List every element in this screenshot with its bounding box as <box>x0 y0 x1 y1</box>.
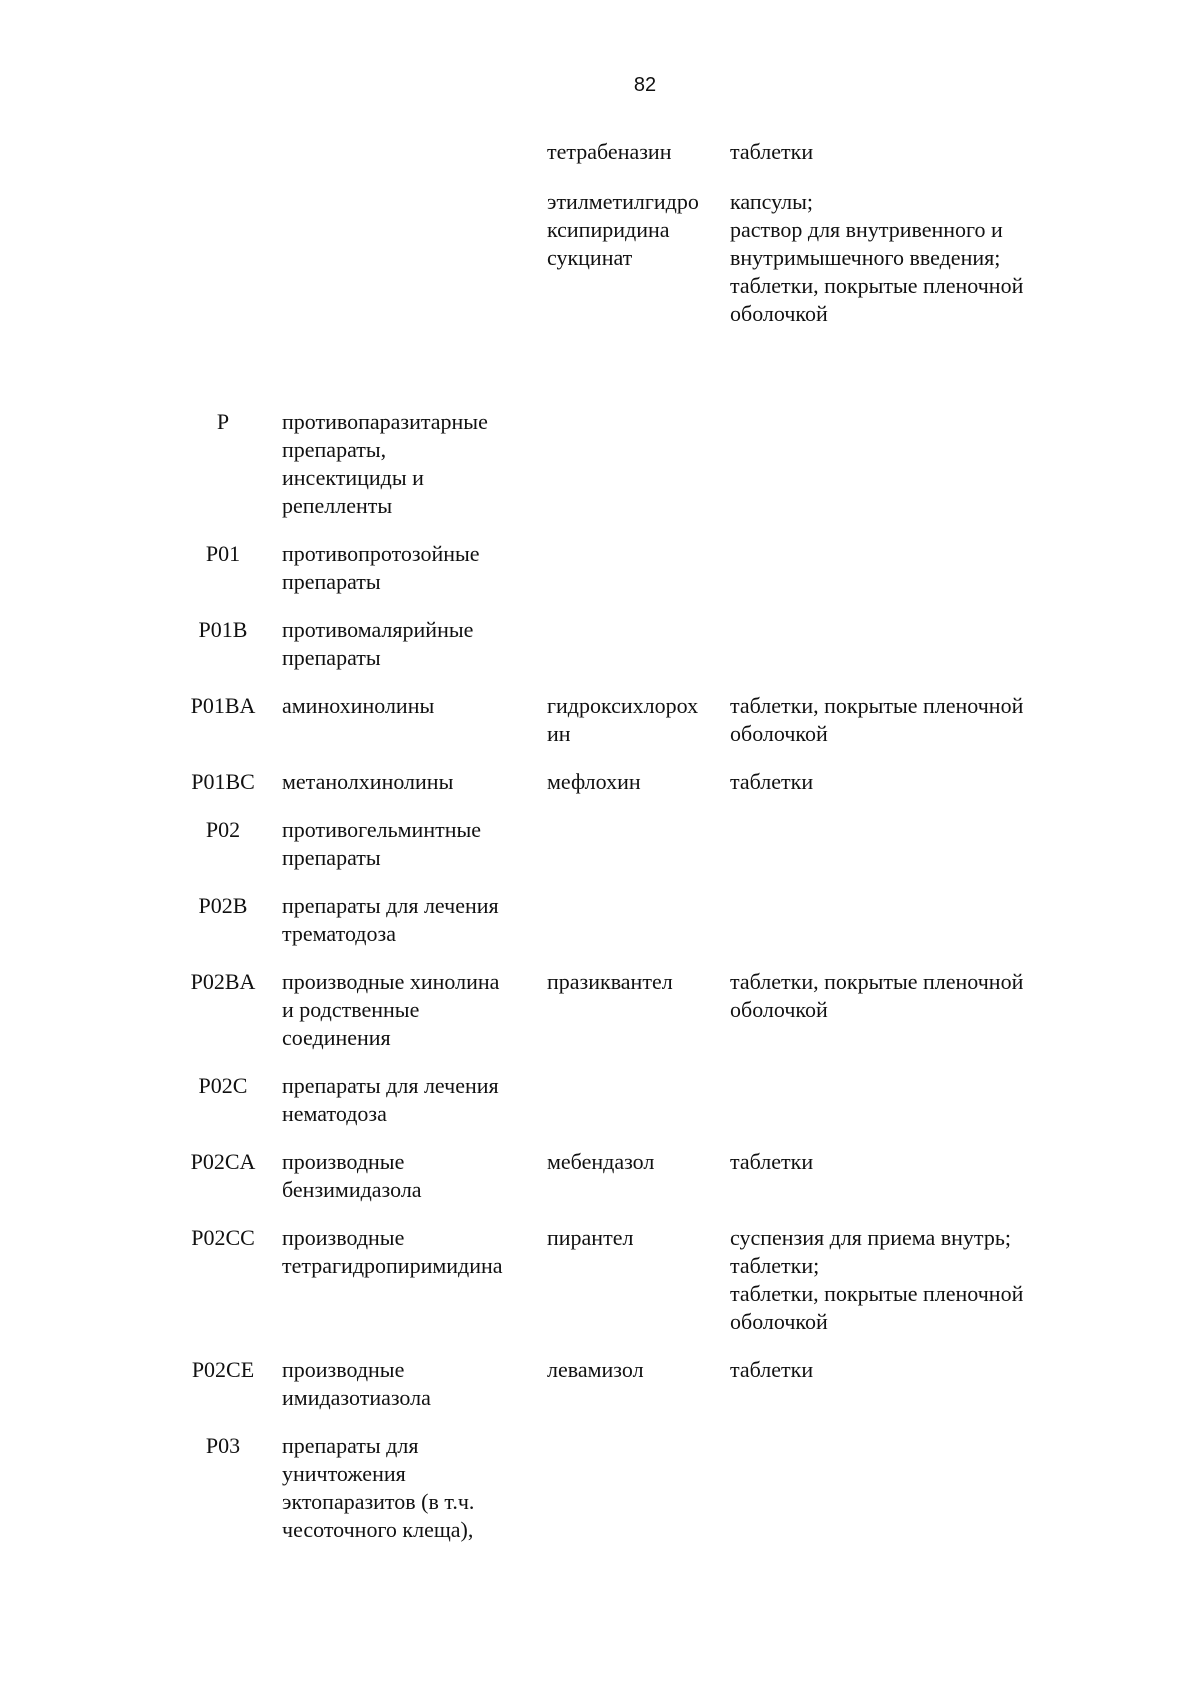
group-name-cell: метанолхинолины <box>282 769 454 794</box>
drug-name-cell: мефлохин <box>547 769 641 794</box>
group-name-cell: противогельминтные препараты <box>282 817 482 870</box>
group-name-cell: аминохинолины <box>282 693 435 718</box>
group-name-cell: препараты для уничтожения эктопаразитов (в т.ч. чесоточного клеща), <box>282 1433 475 1542</box>
dosage-form-cell: таблетки <box>730 1149 814 1174</box>
atc-code-cell: P02 <box>205 817 241 842</box>
dosage-form-cell: таблетки <box>730 769 814 794</box>
table-row <box>0 408 1200 520</box>
atc-code-cell: P01B <box>198 617 248 642</box>
drug-name-cell: празиквантел <box>547 969 673 994</box>
dosage-form-cell: суспензия для приема внутрь; таблетки; таблетки, покрытые пленочной оболочкой <box>730 1225 1024 1334</box>
group-name-cell: противомалярийные препараты <box>282 617 474 670</box>
table-row <box>0 968 1200 1052</box>
group-name-cell: производные имидазотиазола <box>282 1357 431 1410</box>
dosage-form-cell: таблетки <box>730 139 814 164</box>
drug-name-cell: этилметилгидро ксипиридина сукцинат <box>547 189 699 270</box>
atc-code-cell: P02B <box>198 893 248 918</box>
table-row <box>0 540 1200 596</box>
table-row <box>0 892 1200 948</box>
drug-table <box>0 138 1200 1544</box>
dosage-form-cell: таблетки, покрытые пленочной оболочкой <box>730 693 1024 746</box>
dosage-form-cell: таблетки, покрытые пленочной оболочкой <box>730 969 1024 1022</box>
table-row <box>0 138 1200 166</box>
table-row <box>0 188 1200 328</box>
table-row <box>0 1224 1200 1336</box>
atc-code-cell: P01 <box>205 541 241 566</box>
atc-code-cell: P <box>216 409 230 434</box>
atc-code-cell: P02CC <box>191 1225 255 1250</box>
table-row <box>0 768 1200 796</box>
drug-name-cell: мебендазол <box>547 1149 655 1174</box>
group-name-cell: противопротозойные препараты <box>282 541 480 594</box>
group-name-cell: препараты для лечения нематодоза <box>282 1073 499 1126</box>
table-row <box>0 1432 1200 1544</box>
table-row <box>0 1072 1200 1128</box>
group-name-cell: производные бензимидазола <box>282 1149 422 1202</box>
table-row <box>0 1356 1200 1412</box>
group-name-cell: производные тетрагидропиримидина <box>282 1225 503 1278</box>
atc-code-cell: P03 <box>205 1433 241 1458</box>
atc-code-cell: P01BC <box>191 769 255 794</box>
atc-code-cell: P02CE <box>191 1357 255 1382</box>
table-row <box>0 1148 1200 1204</box>
page-number: 82 <box>633 74 657 96</box>
atc-code-cell: P01BA <box>190 693 256 718</box>
group-name-cell: противопаразитарные препараты, инсектициды и репелленты <box>282 409 488 518</box>
table-row <box>0 692 1200 748</box>
atc-code-cell: P02CA <box>190 1149 256 1174</box>
table-row <box>0 816 1200 872</box>
group-name-cell: производные хинолина и родственные соединения <box>282 969 500 1050</box>
atc-code-cell: P02C <box>198 1073 248 1098</box>
drug-name-cell: тетрабеназин <box>547 139 672 164</box>
drug-name-cell: пирантел <box>547 1225 634 1250</box>
atc-code-cell: P02BA <box>190 969 256 994</box>
drug-name-cell: левамизол <box>547 1357 644 1382</box>
dosage-form-cell: таблетки <box>730 1357 814 1382</box>
drug-name-cell: гидроксихлорох ин <box>547 693 699 746</box>
group-name-cell: препараты для лечения трематодоза <box>282 893 499 946</box>
dosage-form-cell: капсулы; раствор для внутривенного и внутримышечного введения; таблетки, покрытые пленочной оболочкой <box>730 189 1024 326</box>
table-row <box>0 616 1200 672</box>
